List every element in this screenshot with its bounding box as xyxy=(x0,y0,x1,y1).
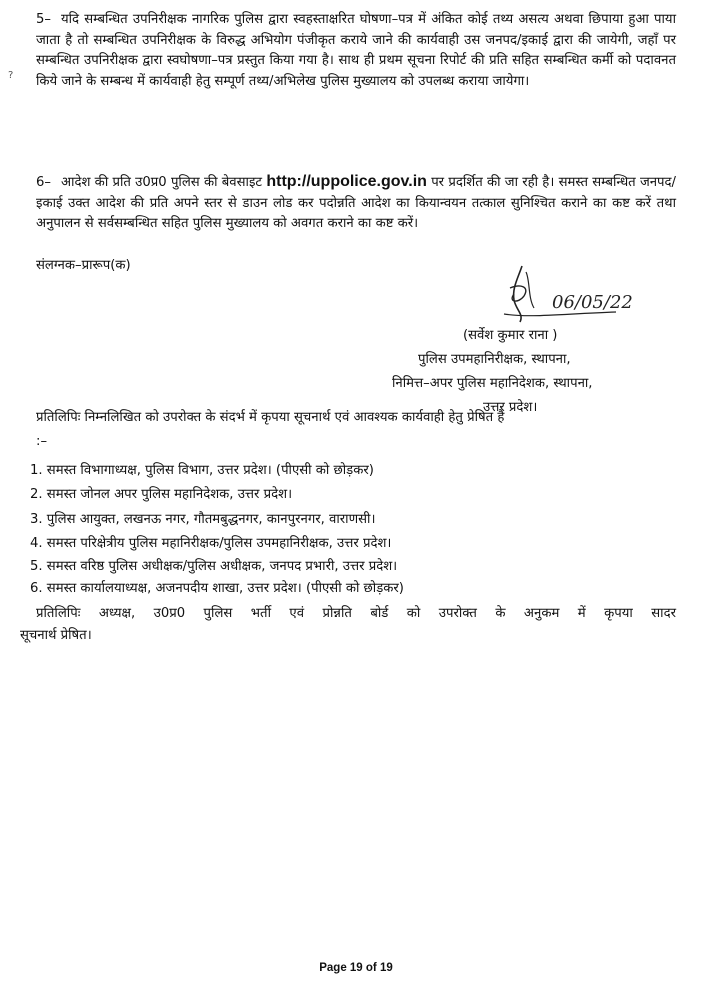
paragraph-6-number: 6– xyxy=(36,175,51,190)
copy-intro-line-1: प्रतिलिपिः निम्नलिखित को उपरोक्त के संदर्भ में कृपया सूचनार्थ एवं आवश्यक कार्यवाही हेतु प्रेषित है xyxy=(36,410,505,425)
paragraph-5-number: 5– xyxy=(36,12,51,27)
list-item: 6. समस्त कार्यालयाध्यक्ष, अजनपदीय शाखा, उत्तर प्रदेश। (पीएसी को छोड़कर) xyxy=(30,581,404,596)
paragraph-6-text-after: पर प्रदर्शित की जा रही है। समस्त सम्बन्धित जनपद/इकाई उक्त आदेश की प्रति अपने स्तर से डाउन लोड कर पदोन्नति आदेश का कियान्वयन तत्काल सुनिश्चित कराने का कष्ट करें तथा अनुपालन से सर्वसम्बन्धित सहित पुलिस मुख्यालय को अवगत कराने का कष्ट करें। xyxy=(36,175,676,232)
copy-intro-line-2: :– xyxy=(36,434,48,449)
list-item: 3. पुलिस आयुक्त, लखनऊ नगर, गौतमबुद्धनगर, कानपुरनगर, वाराणसी। xyxy=(30,512,376,527)
list-item: 1. समस्त विभागाध्यक्ष, पुलिस विभाग, उत्तर प्रदेश। (पीएसी को छोड़कर) xyxy=(30,463,374,478)
copy-intro xyxy=(36,408,696,429)
website-link[interactable]: http://uppolice.gov.in xyxy=(266,173,427,190)
signatory-designation-2: निमित्त–अपर पुलिस महानिदेशक, स्थापना, xyxy=(392,376,593,391)
list-item: 4. समस्त परिक्षेत्रीय पुलिस महानिरीक्षक/पुलिस उपमहानिरीक्षक, उत्तर प्रदेश। xyxy=(30,536,392,551)
paragraph-6 xyxy=(36,172,676,235)
signatory-designation-3: उत्तर प्रदेश। xyxy=(483,400,538,415)
list-item: 5. समस्त वरिष्ठ पुलिस अधीक्षक/पुलिस अधीक्षक, जनपद प्रभारी, उत्तर प्रदेश। xyxy=(30,559,398,574)
margin-mark: ? xyxy=(8,70,14,81)
copy-2-line-1: प्रतिलिपिः अध्यक्ष, उ0प्र0 पुलिस भर्ती एवं प्रोन्नति बोर्ड को उपरोक्त के अनुकम में कृपया सादर xyxy=(36,606,676,621)
enclosure-label: संलग्नक–प्रारूप(क) xyxy=(36,258,131,273)
signature-date: 06/05/22 xyxy=(552,292,633,313)
signatory-designation-1: पुलिस उपमहानिरीक्षक, स्थापना, xyxy=(418,352,571,367)
signatory-name: (सर्वेश कुमार राना ) xyxy=(463,328,558,343)
paragraph-5 xyxy=(36,10,676,92)
list-item: 2. समस्त जोनल अपर पुलिस महानिदेशक, उत्तर प्रदेश। xyxy=(30,487,293,502)
paragraph-5-text: यदि सम्बन्धित उपनिरीक्षक नागरिक पुलिस द्वारा स्वहस्ताक्षरित घोषणा–पत्र में अंकित कोई तथ्य असत्य अथवा छिपाया हुआ पाया जाता है तो सम्बन्धित उपनिरीक्षक के विरुद्ध अभियोग पंजीकृत कराये जाने की कार्यवाही उस जनपद/इकाई द्वारा की जायेगी, जहाँ पर सम्बन्धित उपनिरीक्षक द्वारा स्वघोषणा–पत्र प्रस्तुत किया गया है। साथ ही प्रथम सूचना रिपोर्ट की प्रति सहित सम्बन्धित कर्मी को पदावनत किये जाने के सम्बन्ध में कार्यवाही हेतु सम्पूर्ण तथ्य/अभिलेख पुलिस मुख्यालय को उपलब्ध कराया जायेगा। xyxy=(36,12,676,89)
page-number: Page 19 of 19 xyxy=(319,962,393,974)
paragraph-6-text-before: आदेश की प्रति उ0प्र0 पुलिस की बेवसाइट xyxy=(60,175,263,190)
copy-2-line-2: सूचनार्थ प्रेषित। xyxy=(20,628,92,643)
